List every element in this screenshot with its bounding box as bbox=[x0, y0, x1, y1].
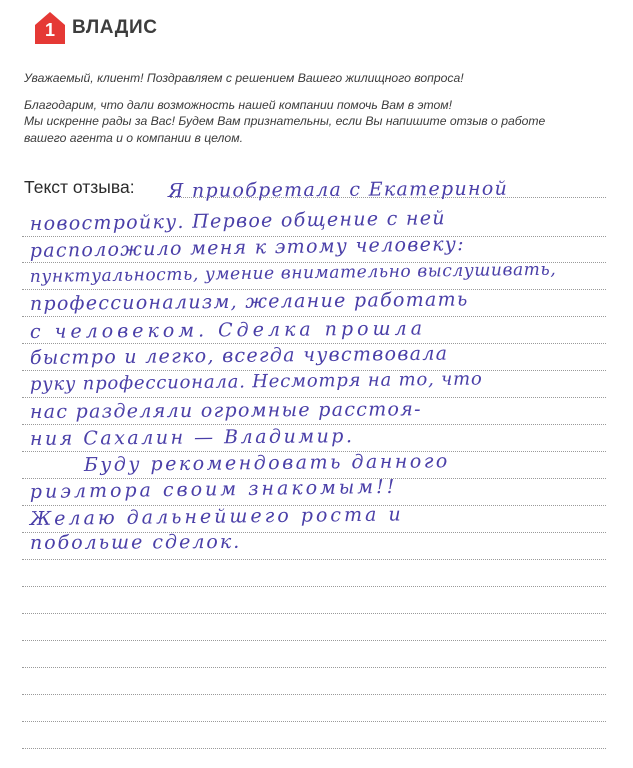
thanks-line: Благодарим, что дали возможность нашей компании помочь Вам в этом! bbox=[24, 97, 453, 112]
handwritten-line: нас разделяли огромные расстоя- bbox=[29, 398, 422, 423]
review-label: Текст отзыва: bbox=[24, 177, 135, 197]
handwritten-line: Желаю дальнейшего роста и bbox=[29, 503, 404, 530]
handwritten-line: Буду рекомендовать данного bbox=[83, 450, 450, 476]
handwritten-line: быстро и легко, всегда чувствовала bbox=[29, 342, 449, 369]
handwritten-line: побольше сделок. bbox=[29, 530, 242, 554]
handwritten-line: руку профессионала. Несмотря на то, что bbox=[29, 368, 483, 395]
handwritten-line: новостройку. Первое общение с ней bbox=[29, 207, 447, 235]
logo-text: ВЛАДИС bbox=[72, 17, 158, 38]
handwritten-line: пунктуальность, умение внимательно выслушивать, bbox=[29, 259, 557, 287]
request-line-cont: вашего агента и о компании в целом. bbox=[24, 130, 243, 145]
request-line: Мы искренне рады за Вас! Будем Вам признательны, если Вы напишите отзыв о работе bbox=[24, 114, 546, 128]
handwritten-line: профессионализм, желание работать bbox=[29, 288, 469, 315]
greeting-line: Уважаемый, клиент! Поздравляем с решением Вашего жилищного вопроса! bbox=[24, 71, 464, 85]
handwritten-line: риэлтора своим знакомым!! bbox=[29, 475, 398, 503]
handwritten-line: ния Сахалин — Владимир. bbox=[29, 425, 355, 450]
handwritten-line: расположило меня к этому человеку: bbox=[29, 233, 466, 262]
handwritten-line: Я приобретала с Екатериной bbox=[167, 177, 509, 202]
handwritten-line: с человеком. Сделка прошла bbox=[29, 317, 427, 343]
logo-digit: 1 bbox=[44, 20, 55, 40]
